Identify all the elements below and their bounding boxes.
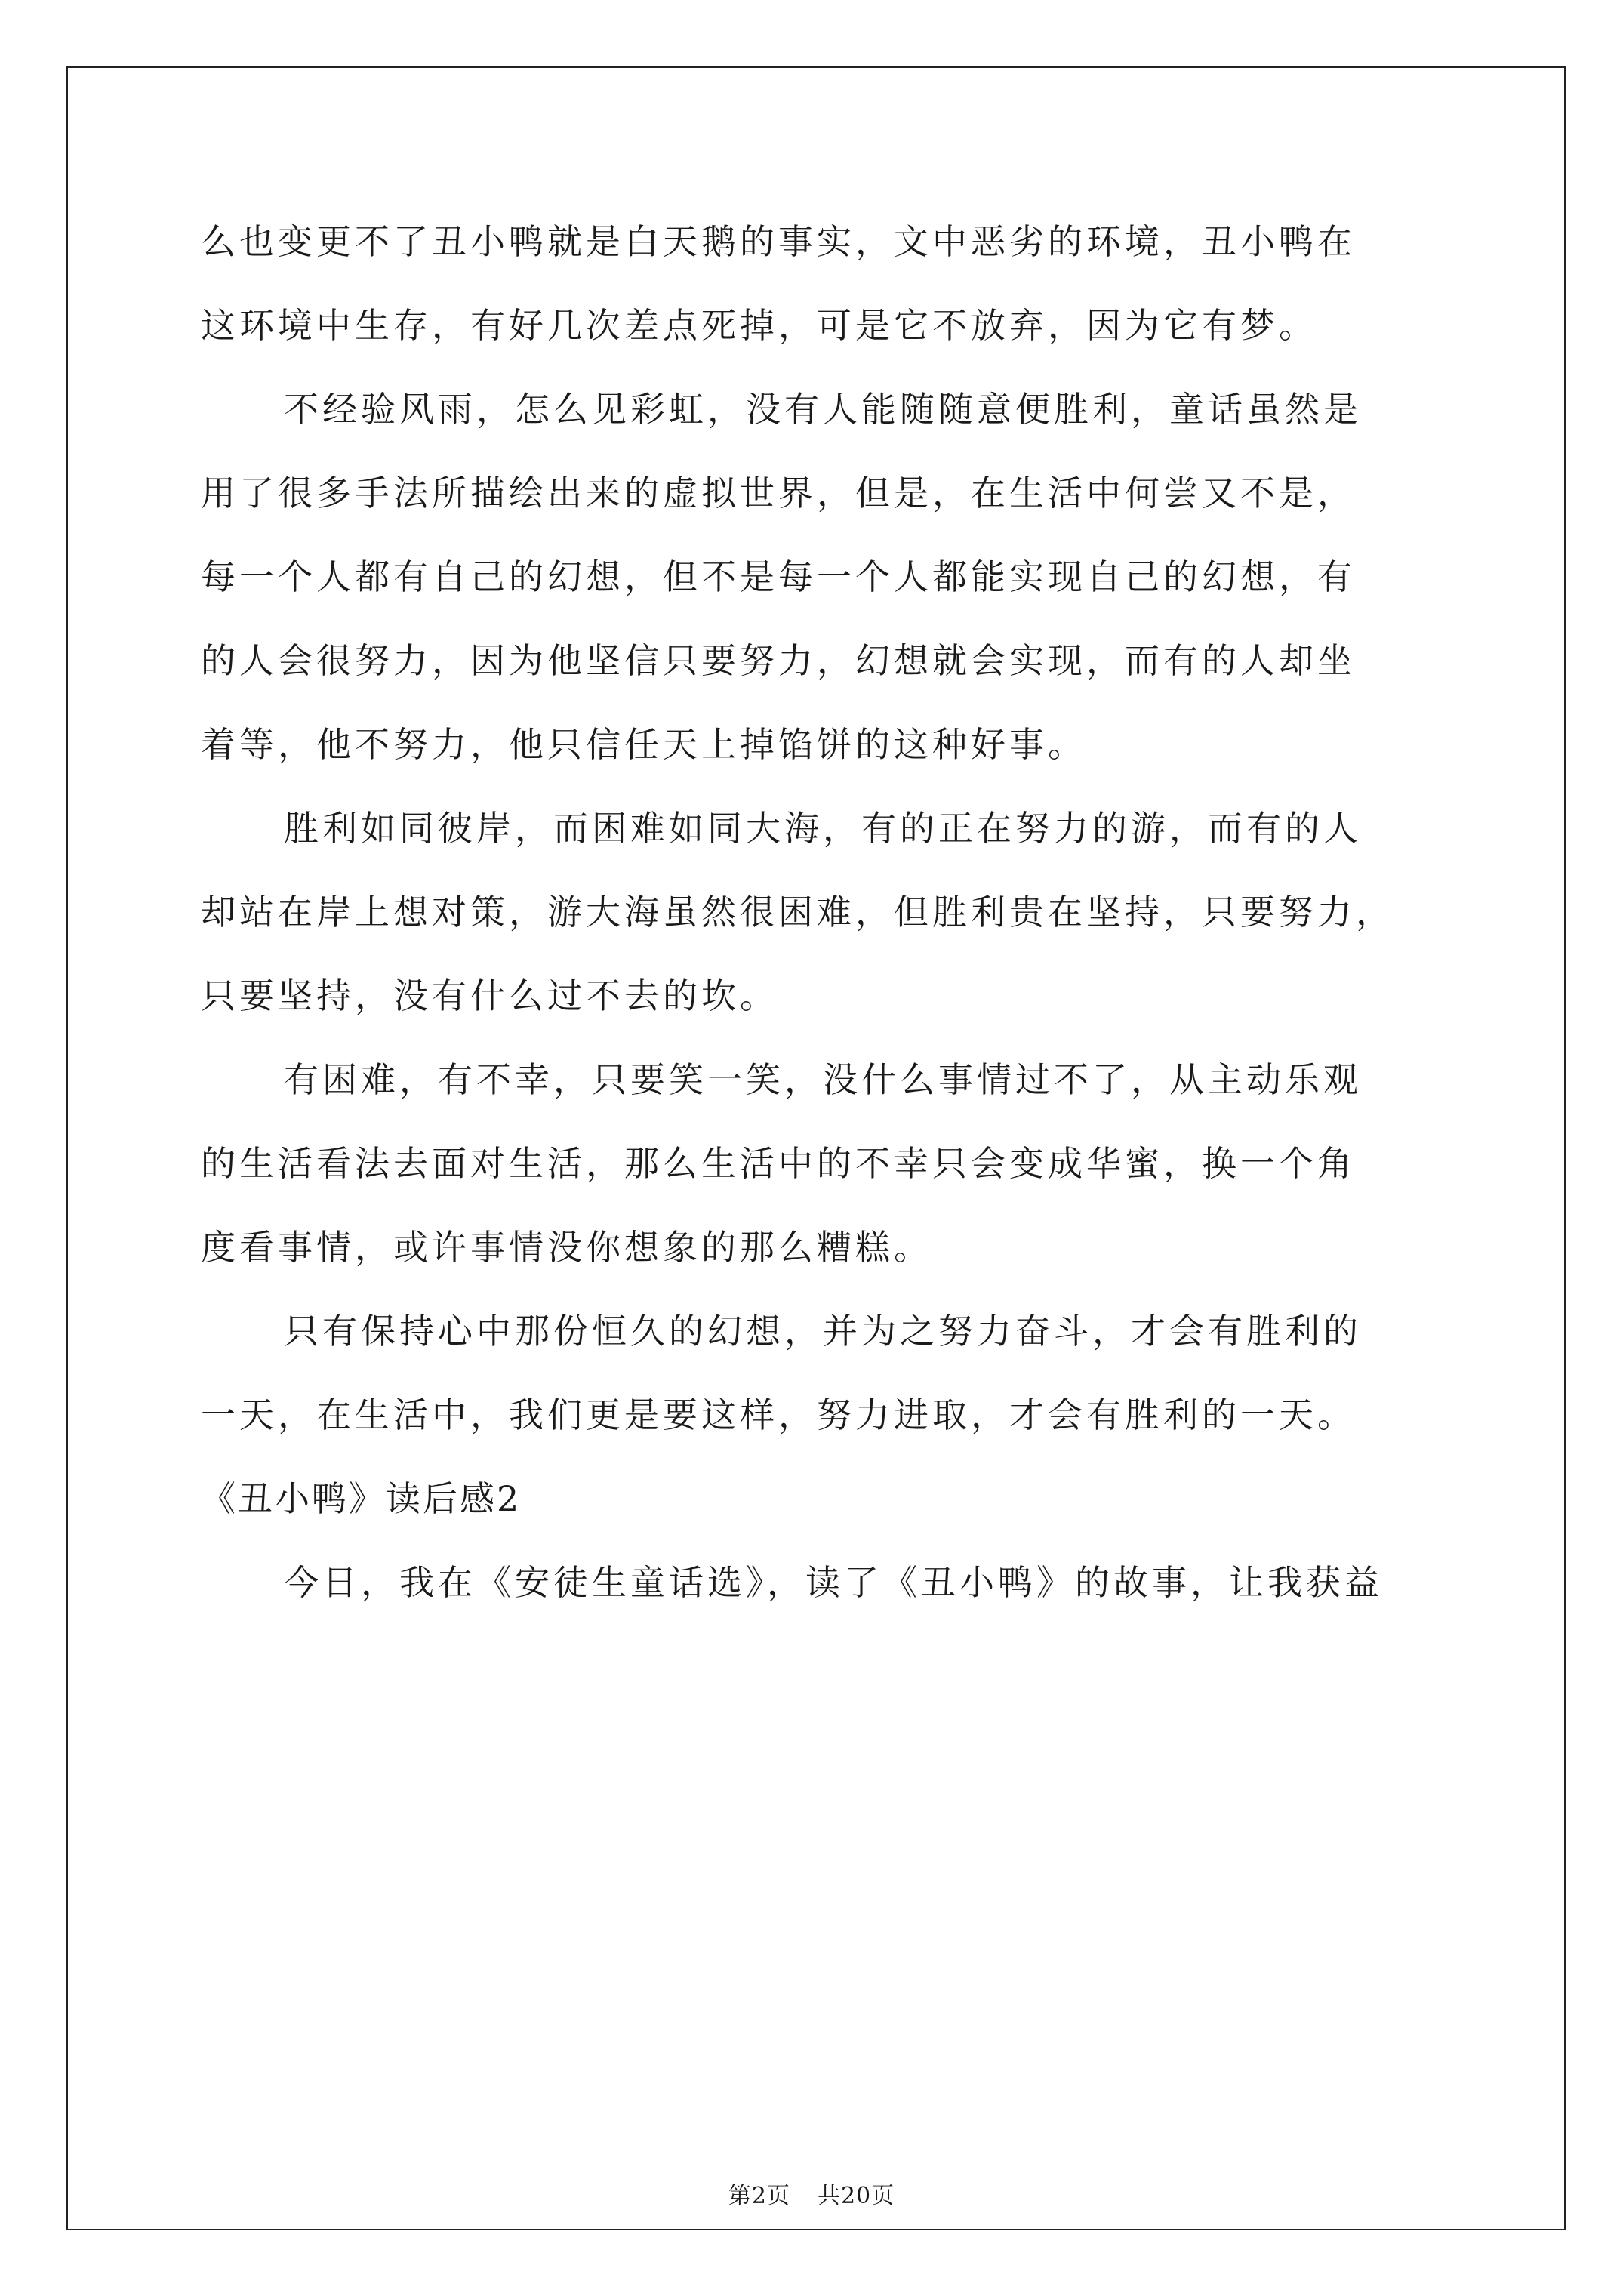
text-line: 一天，在生活中，我们更是要这样，努力进取，才会有胜利的一天。 [201, 1395, 1356, 1435]
document-body [201, 219, 1439, 1644]
paragraph-start-line: 有困难，有不幸，只要笑一笑，没什么事情过不了，从主动乐观 [284, 1059, 1362, 1100]
page-total: 共20页 [817, 2183, 895, 2209]
paragraph-start-line: 只有保持心中那份恒久的幻想，并为之努力奋斗，才会有胜利的 [284, 1311, 1362, 1351]
paragraph-start-line: 不经验风雨，怎么见彩虹，没有人能随随意便胜利，童话虽然是 [284, 389, 1362, 430]
text-line: 用了很多手法所描绘出来的虚拟世界，但是，在生活中何尝又不是， [201, 473, 1356, 513]
text-line: 的生活看法去面对生活，那么生活中的不幸只会变成华蜜，换一个角 [201, 1143, 1356, 1184]
text-line: 度看事情，或许事情没你想象的那么糟糕。 [201, 1227, 932, 1268]
text-line: 这环境中生存，有好几次差点死掉，可是它不放弃，因为它有梦。 [201, 305, 1317, 346]
text-line: 么也变更不了丑小鸭就是白天鹅的事实，文中恶劣的环境，丑小鸭在 [201, 221, 1356, 262]
paragraph-start-line: 胜利如同彼岸，而困难如同大海，有的正在努力的游，而有的人 [284, 808, 1362, 849]
page-number: 第2页 [728, 2183, 790, 2209]
page-footer [0, 2177, 1623, 2210]
text-line: 着等，他不努力，他只信任天上掉馅饼的这种好事。 [201, 724, 1086, 765]
text-line: 的人会很努力，因为他坚信只要努力，幻想就会实现，而有的人却坐 [201, 640, 1356, 681]
text-line: 只要坚持，没有什么过不去的坎。 [201, 975, 778, 1016]
text-line: 却站在岸上想对策，游大海虽然很困难，但胜利贵在坚持，只要努力， [201, 892, 1394, 932]
section-heading: 《丑小鸭》读后感2 [201, 1478, 522, 1519]
paragraph-start-line: 今日，我在《安徒生童话选》，读了《丑小鸭》的故事，让我获益 [284, 1562, 1383, 1603]
text-line: 每一个人都有自己的幻想，但不是每一个人都能实现自己的幻想，有 [201, 556, 1356, 597]
